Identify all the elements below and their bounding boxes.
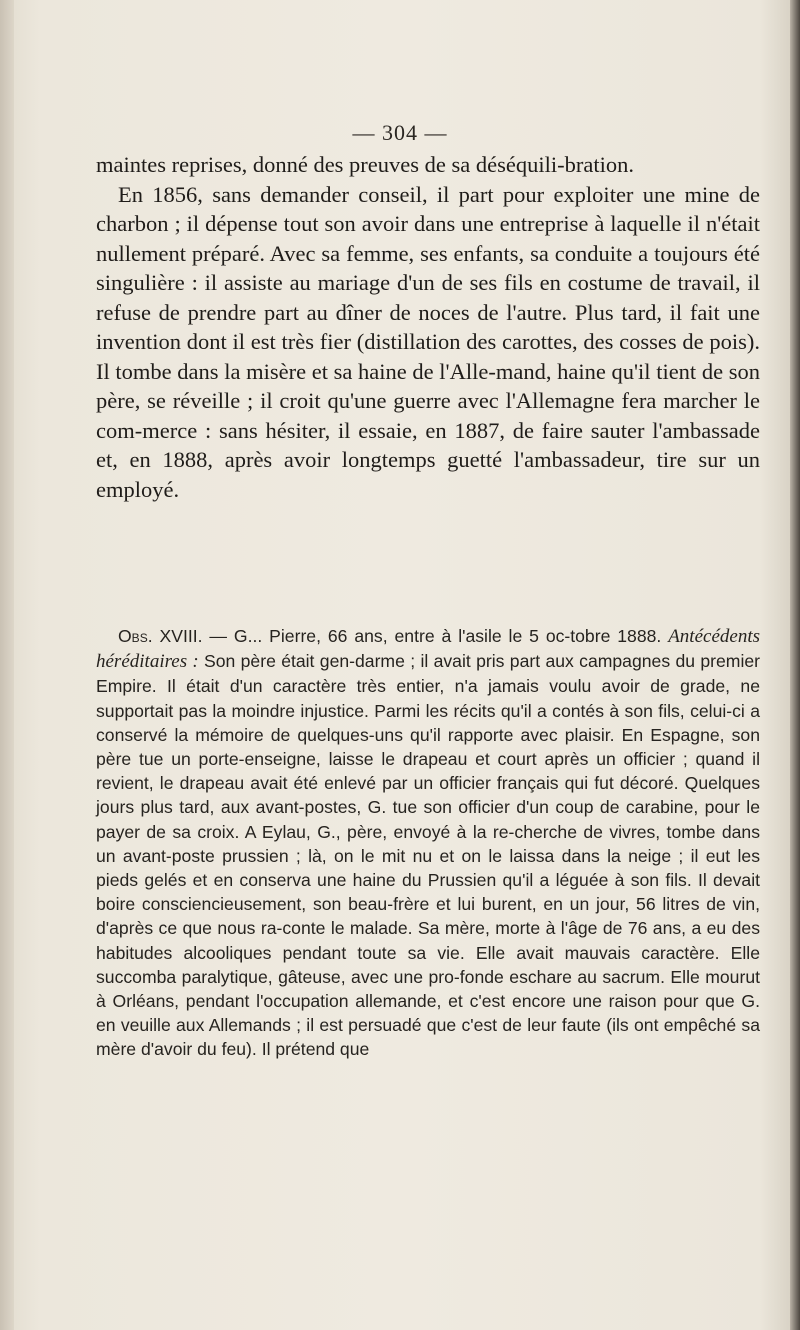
- page-edge-shadow: [790, 0, 800, 1330]
- observation-label: Obs. XVIII.: [118, 626, 203, 646]
- observation-intro: — G... Pierre, 66 ans, entre à l'asile le 5 oc-tobre 1888.: [202, 626, 669, 646]
- page-binding-shadow: [0, 0, 14, 1330]
- paragraph-continuation: maintes reprises, donné des preuves de sa déséquili-bration.: [96, 152, 634, 177]
- observation-heading: Antécédents héréditaires :: [96, 626, 760, 673]
- paragraph-1856: En 1856, sans demander conseil, il part pour exploiter une mine de charbon ; il dépense tout son avoir dans une entreprise à laquelle il n'était nullement préparé. Avec sa femme, ses enfants, sa conduite a toujours été singulière : il assiste au mariage d'un de ses fils en costume de travail, il refuse de prendre part au dîner de noces de l'autre. Plus tard, il fait une invention dont il est très fier (distillation des carottes, des cosses de pois). Il tombe dans la misère et sa haine de l'Alle-mand, haine qu'il tient de son père, se réveille ; il croit qu'une guerre avec l'Allemagne fera marcher le com-merce : sans hésiter, il essaie, en 1887, de faire sauter l'ambassade et, en 1888, après avoir longtemps guetté l'ambassadeur, tire sur un employé.: [96, 181, 760, 502]
- observation-block: [96, 624, 760, 1062]
- observation-paragraph: [96, 624, 760, 1062]
- main-text-block: [96, 150, 760, 504]
- observation-body: Son père était gen-darme ; il avait pris part aux campagnes du premier Empire. Il était d'un caractère très entier, n'a jamais voulu avoir de grade, ne supportait pas la moindre injustice. Parmi les récits qu'il a contés à son fils, celui-ci a conservé la mémoire de quelques-uns qu'il rapporte avec plaisir. En Espagne, son père tue un porte-enseigne, laisse le drapeau et court après un officier ; quand il revient, le drapeau avait été enlevé par un officier français qui fut décoré. Quelques jours plus tard, aux avant-postes, G. tue son officier d'un coup de carabine, pour le payer de sa croix. A Eylau, G., père, envoyé à la re-cherche de vivres, tombe dans un avant-poste prussien ; là, on le mit nu et on le laissa dans la neige ; il eut les pieds gelés et en conserva une haine du Prussien qu'il a léguée à son fils. Il devait boire consciencieusement, son beau-frère et lui burent, en un jour, 56 litres de vin, d'après ce que nous ra-conte le malade. Sa mère, morte à l'âge de 76 ans, a eu des habitudes alcooliques pendant toute sa vie. Elle avait mauvais caractère. Elle succomba paralytique, gâteuse, avec une pro-fonde eschare au sacrum. Elle mourut à Orléans, pendant l'occupation allemande, et c'est encore une raison pour que G. en veuille aux Allemands ; il est persuadé que c'est de leur faute (ils ont empêché sa mère d'avoir du feu). Il prétend que: [96, 651, 760, 1060]
- page-number: — 304 —: [352, 120, 448, 145]
